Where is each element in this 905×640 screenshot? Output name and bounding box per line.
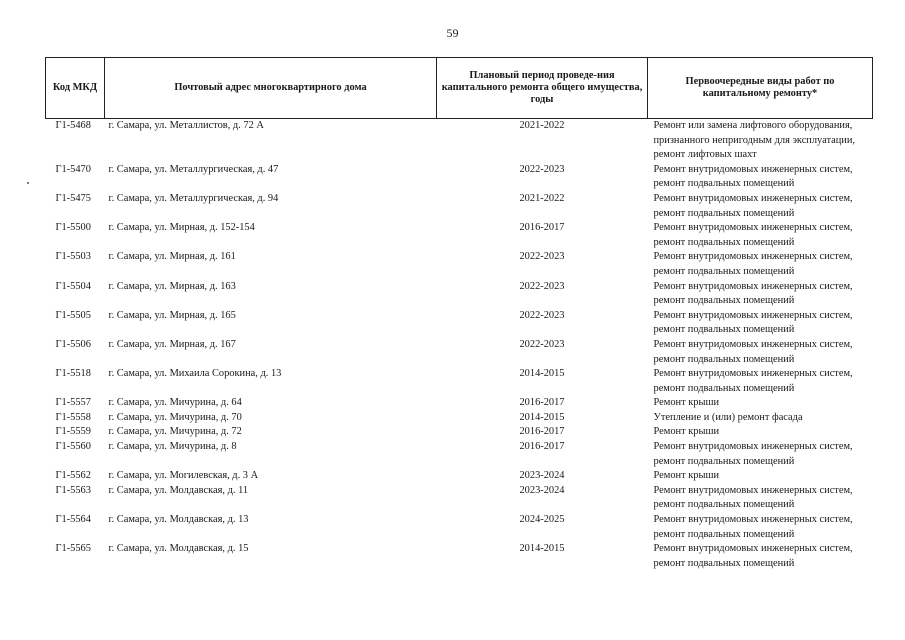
cell-period: 2022-2023	[519, 309, 565, 321]
cell-code: Г1-5505	[55, 309, 91, 321]
cell-works: Ремонт внутридомовых инженерных систем, ремонт подвальных помещений	[653, 543, 853, 569]
table-row	[46, 119, 873, 163]
cell-code: Г1-5559	[55, 426, 91, 438]
table-row	[46, 425, 873, 440]
cell-works: Ремонт внутридомовых инженерных систем, ремонт подвальных помещений	[653, 309, 853, 336]
cell-works: Ремонт внутридомовых инженерных систем, ремонт подвальных помещений	[653, 514, 853, 540]
header-code: Код МКД	[46, 58, 105, 119]
table-row	[46, 221, 873, 250]
cell-code: Г1-5563	[55, 484, 91, 496]
cell-code: Г1-5503	[55, 251, 91, 263]
cell-period: 2023-2024	[519, 470, 565, 482]
cell-address: г. Самара, ул. Металлургическая, д. 94	[108, 192, 279, 204]
cell-period: 2021-2022	[519, 120, 565, 131]
cell-works: Ремонт внутридомовых инженерных систем, ремонт подвальных помещений	[653, 280, 853, 307]
table-row	[46, 542, 873, 571]
cell-works: Утепление и (или) ремонт фасада	[653, 411, 803, 423]
cell-works: Ремонт крыши	[653, 470, 720, 482]
cell-period: 2021-2022	[519, 192, 565, 204]
cell-works: Ремонт крыши	[653, 397, 720, 409]
table-row	[46, 280, 873, 309]
cell-code: Г1-5506	[55, 338, 91, 350]
table-row	[46, 309, 873, 338]
table-row	[46, 163, 873, 192]
cell-works: Ремонт внутридомовых инженерных систем, ремонт подвальных помещений	[653, 368, 853, 394]
cell-works: Ремонт внутридомовых инженерных систем, ремонт подвальных помещений	[653, 222, 853, 248]
cell-address: г. Самара, ул. Михаила Сорокина, д. 13	[108, 368, 282, 380]
cell-address: г. Самара, ул. Мирная, д. 152-154	[108, 222, 255, 234]
cell-works: Ремонт внутридомовых инженерных систем, ремонт подвальных помещений	[653, 251, 853, 277]
table-row	[46, 396, 873, 411]
capital-repair-table	[45, 57, 873, 571]
cell-address: г. Самара, ул. Молдавская, д. 13	[108, 514, 249, 526]
cell-period: 2022-2023	[519, 163, 565, 175]
cell-period: 2014-2015	[519, 543, 565, 555]
cell-address: г. Самара, ул. Мичурина, д. 72	[108, 426, 242, 438]
cell-period: 2014-2015	[519, 411, 565, 423]
table-row	[46, 411, 873, 426]
cell-works: Ремонт внутридомовых инженерных систем, ремонт подвальных помещений	[653, 338, 853, 365]
cell-address: г. Самара, ул. Металлургическая, д. 47	[108, 163, 279, 175]
cell-address: г. Самара, ул. Мичурина, д. 70	[108, 411, 242, 423]
cell-address: г. Самара, ул. Мичурина, д. 8	[108, 441, 237, 453]
cell-works: Ремонт крыши	[653, 426, 720, 438]
cell-works: Ремонт или замена лифтового оборудования, признанного непригодным для эксплуатации, ремонт лифтовых шахт	[653, 120, 856, 161]
cell-works: Ремонт внутридомовых инженерных систем, ремонт подвальных помещений	[653, 192, 853, 219]
table-row	[46, 513, 873, 542]
cell-code: Г1-5557	[55, 397, 91, 409]
table-row	[46, 338, 873, 367]
table-row	[46, 367, 873, 396]
cell-code: Г1-5470	[55, 163, 91, 175]
cell-works: Ремонт внутридомовых инженерных систем, ремонт подвальных помещений	[653, 484, 853, 511]
cell-address: г. Самара, ул. Мирная, д. 163	[108, 280, 236, 292]
cell-code: Г1-5504	[55, 280, 91, 292]
cell-period: 2016-2017	[519, 397, 565, 409]
cell-period: 2016-2017	[519, 222, 565, 234]
table-row	[46, 192, 873, 221]
cell-period: 2022-2023	[519, 280, 565, 292]
cell-period: 2022-2023	[519, 251, 565, 263]
cell-period: 2022-2023	[519, 338, 565, 350]
scan-speck	[27, 182, 29, 184]
table-row	[46, 484, 873, 513]
cell-period: 2024-2025	[519, 514, 565, 526]
cell-address: г. Самара, ул. Мирная, д. 165	[108, 309, 236, 321]
cell-code: Г1-5500	[55, 222, 91, 234]
table-row	[46, 469, 873, 484]
cell-works: Ремонт внутридомовых инженерных систем, ремонт подвальных помещений	[653, 163, 853, 190]
cell-period: 2016-2017	[519, 441, 565, 453]
cell-code: Г1-5475	[55, 192, 91, 204]
cell-period: 2016-2017	[519, 426, 565, 438]
cell-code: Г1-5518	[55, 368, 91, 380]
cell-code: Г1-5558	[55, 411, 91, 423]
cell-code: Г1-5562	[55, 470, 91, 482]
cell-code: Г1-5564	[55, 514, 91, 526]
cell-period: 2014-2015	[519, 368, 565, 380]
cell-address: г. Самара, ул. Металлистов, д. 72 А	[108, 120, 264, 131]
cell-period: 2023-2024	[519, 484, 565, 496]
table-header	[46, 58, 873, 119]
cell-address: г. Самара, ул. Молдавская, д. 11	[108, 484, 249, 496]
cell-address: г. Самара, ул. Молдавская, д. 15	[108, 543, 249, 555]
header-address: Почтовый адрес многоквартирного дома	[105, 58, 437, 119]
cell-code: Г1-5560	[55, 441, 91, 453]
header-row	[46, 58, 873, 119]
page-number: 59	[446, 26, 459, 40]
cell-code: Г1-5565	[55, 543, 91, 555]
cell-code: Г1-5468	[55, 120, 91, 131]
table-row	[46, 250, 873, 279]
cell-address: г. Самара, ул. Мирная, д. 161	[108, 251, 236, 263]
header-works: Первоочередные виды работ по капитальному ремонту*	[648, 58, 873, 119]
header-period: Плановый период проведе-ния капитального ремонта общего имущества, годы	[437, 58, 648, 119]
cell-address: г. Самара, ул. Могилевская, д. 3 А	[108, 470, 259, 482]
cell-address: г. Самара, ул. Мичурина, д. 64	[108, 397, 242, 409]
cell-works: Ремонт внутридомовых инженерных систем, ремонт подвальных помещений	[653, 441, 853, 467]
table-row	[46, 440, 873, 469]
cell-address: г. Самара, ул. Мирная, д. 167	[108, 338, 236, 350]
table-body	[46, 119, 873, 572]
